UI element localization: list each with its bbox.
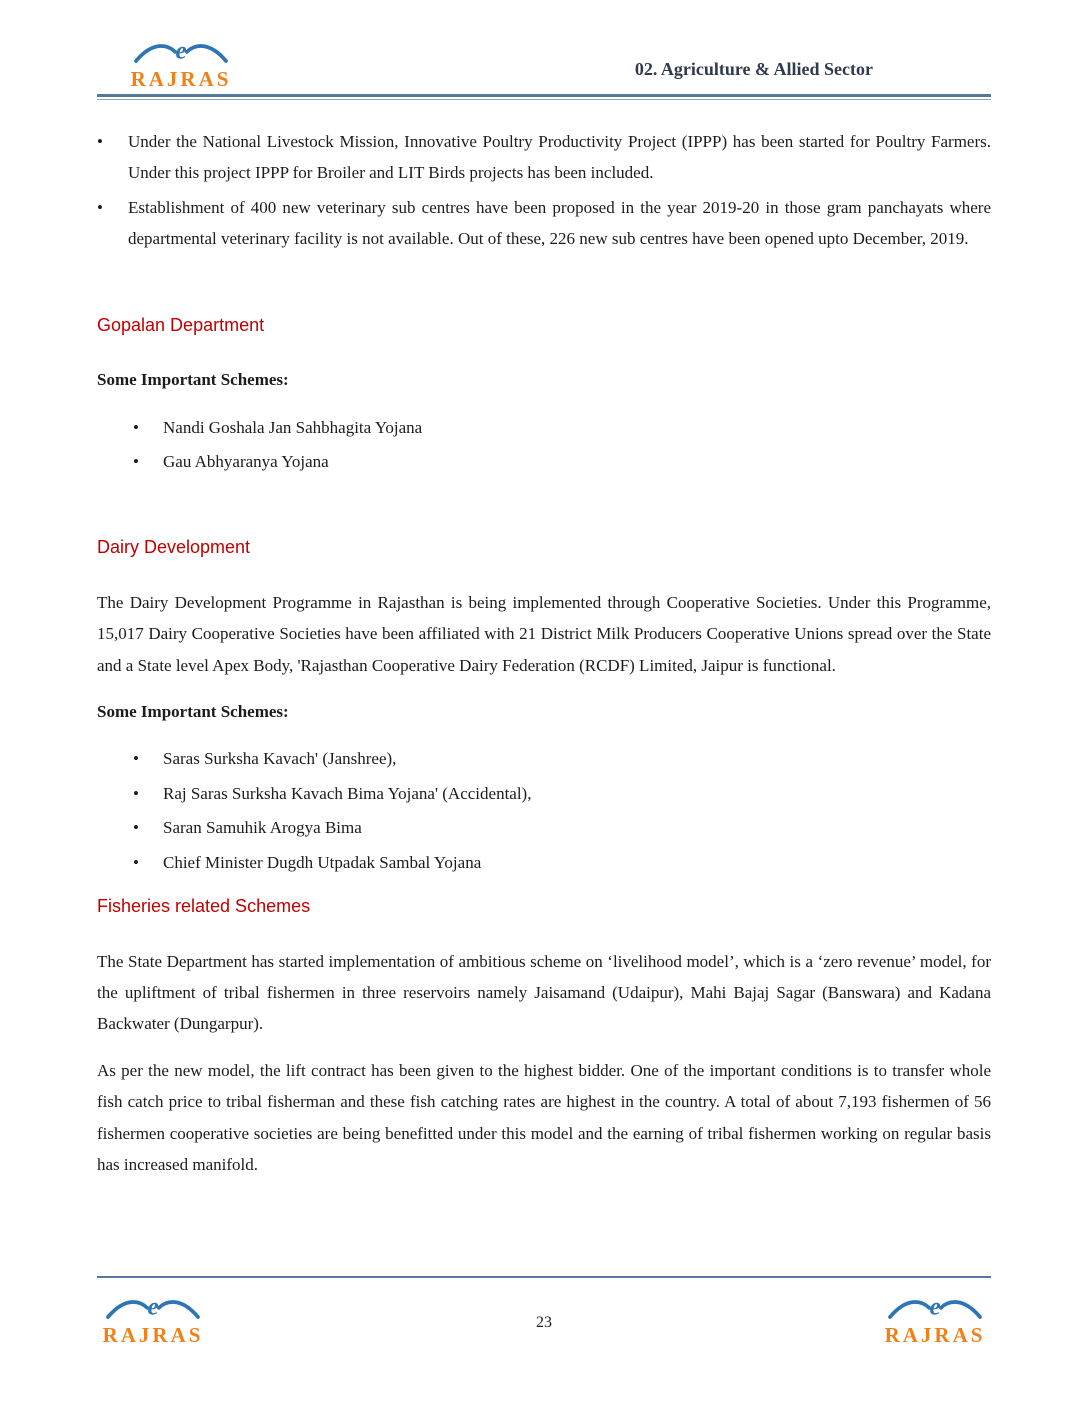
bullet-text: Gau Abhyaranya Yojana bbox=[163, 451, 329, 471]
section-heading-fisheries: Fisheries related Schemes bbox=[97, 896, 311, 917]
gopalan-scheme-list bbox=[97, 412, 991, 478]
footer-row bbox=[0, 1278, 1088, 1346]
bullet-icon: • bbox=[97, 132, 103, 152]
schemes-label: Some Important Schemes: bbox=[97, 370, 289, 390]
list-item bbox=[133, 778, 991, 809]
logo-text: RAJRAS bbox=[102, 1323, 204, 1347]
bullet-text: Under the National Livestock Mission, Innovative Poultry Productivity Project (IPPP) has been started for Poultry Farmers. Under this project IPPP for Broiler and LIT Birds projects has been included. bbox=[128, 132, 991, 183]
list-item bbox=[97, 192, 991, 255]
bullet-icon: • bbox=[97, 197, 103, 217]
page-content bbox=[0, 100, 1088, 1181]
page-header bbox=[0, 0, 1088, 90]
section-heading-gopalan: Gopalan Department bbox=[97, 314, 265, 335]
paragraph: As per the new model, the lift contract has been given to the highest bidder. One of the important conditions is to transfer whole fish catch price to tribal fisherman and these fish catching rates are highest in the country. A total of about 7,193 fishermen of 56 fishermen cooperative societies are being benefitted under this model and the earning of tribal fishermen working on regular basis has increased manifold. bbox=[97, 1060, 991, 1175]
paragraph: The Dairy Development Programme in Rajasthan is being implemented through Cooperative Societies. Under this Programme, 15,017 Dairy Cooperative Societies have been affiliated with 21 District Milk Producers Cooperative Unions spread over the State and a State level Apex Body, 'Rajasthan Cooperative Dairy Federation (RCDF) Limited, Jaipur is functional. bbox=[97, 592, 991, 675]
paragraph: The State Department has started implementation of ambitious scheme on ‘livelihood model’, which is a ‘zero revenue’ model, for the upliftment of tribal fishermen in three reservoirs namely Jaisamand (Udaipur), Mahi Bajaj Sagar (Banswara) and Kadana Backwater (Dungarpur). bbox=[97, 951, 991, 1034]
bullet-text: Chief Minister Dugdh Utpadak Sambal Yojana bbox=[163, 852, 482, 872]
bullet-icon: • bbox=[133, 852, 139, 872]
logo-e-mark: e bbox=[175, 37, 187, 65]
list-item bbox=[133, 446, 991, 477]
header-title: 02. Agriculture & Allied Sector bbox=[634, 59, 873, 80]
dairy-scheme-list bbox=[97, 743, 991, 878]
bullet-icon: • bbox=[133, 749, 139, 769]
intro-bullet-list bbox=[97, 126, 991, 255]
bullet-text: Saran Samuhik Arogya Bima bbox=[163, 818, 362, 838]
list-item bbox=[133, 743, 991, 774]
logo-text: RAJRAS bbox=[884, 1323, 986, 1347]
bullet-icon: • bbox=[133, 417, 139, 437]
bullet-icon: • bbox=[133, 451, 139, 471]
bullet-text: Nandi Goshala Jan Sahbhagita Yojana bbox=[163, 417, 423, 437]
bullet-text: Establishment of 400 new veterinary sub centres have been proposed in the year 2019-20 in those gram panchayats where departmental veterinary facility is not available. Out of these, 226 new sub centres have been opened upto December, 2019. bbox=[128, 197, 991, 249]
section-heading-dairy: Dairy Development bbox=[97, 537, 251, 558]
bullet-text: Saras Surksha Kavach' (Janshree), bbox=[163, 749, 397, 769]
list-item bbox=[97, 126, 991, 189]
bullet-icon: • bbox=[133, 783, 139, 803]
logo-e-mark: e bbox=[147, 1293, 159, 1321]
page-number: 23 bbox=[536, 1314, 552, 1331]
rajras-logo-header bbox=[125, 34, 237, 90]
page-footer bbox=[0, 1276, 1088, 1408]
schemes-label: Some Important Schemes: bbox=[97, 702, 289, 722]
list-item bbox=[133, 412, 991, 443]
logo-e-mark: e bbox=[929, 1293, 941, 1321]
list-item bbox=[133, 847, 991, 878]
bullet-icon: • bbox=[133, 818, 139, 838]
bullet-text: Raj Saras Surksha Kavach Bima Yojana' (Accidental), bbox=[163, 783, 532, 803]
logo-text: RAJRAS bbox=[130, 67, 232, 91]
logo-swoosh-icon bbox=[131, 34, 231, 68]
list-item bbox=[133, 812, 991, 843]
